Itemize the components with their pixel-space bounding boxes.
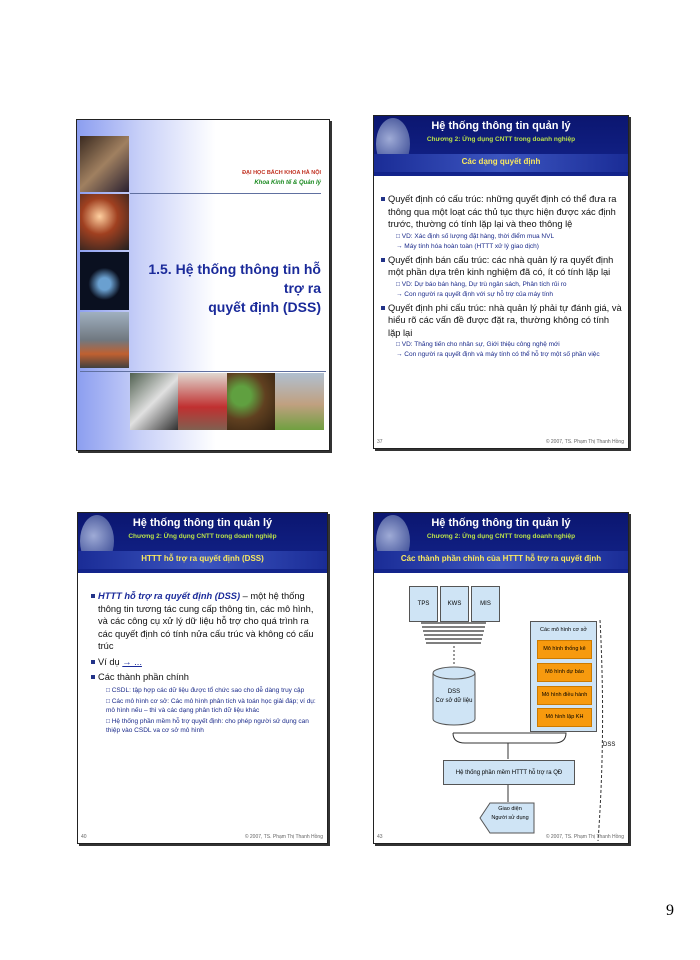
header-title: Hệ thống thông tin quản lý — [431, 517, 571, 529]
bullet: Quyết định phi cấu trúc: nhà quản lý phải tự đánh giá, và hiểu rõ các vấn đề được đặt ra, thường không có tính lặp lại — [388, 302, 624, 340]
example-link[interactable]: → ... — [122, 656, 142, 667]
slide-title — [76, 119, 330, 451]
bullet: Quyết định bán cấu trúc: các nhà quản lý ra quyết định một phần dựa trên kinh nghiệm đã có, ít có tính lặp lại — [388, 254, 624, 279]
term: HTTT hỗ trợ ra quyết định (DSS) — [98, 591, 241, 601]
photo-lab — [178, 373, 227, 430]
sub-bullet: → Con người ra quyết định và máy tính có thể hỗ trợ một số phần việc — [396, 351, 600, 358]
sub-bullet: □ VD: Dự báo bán hàng, Dự trù ngân sách, Phân tích rủi ro — [396, 280, 567, 288]
photo-business-meeting — [80, 136, 129, 192]
faculty-name: Khoa Kinh tế & Quản lý — [254, 180, 321, 186]
header-title: Hệ thống thông tin quản lý — [431, 120, 571, 132]
sub-bullet: □ Hệ thống phần mềm hỗ trợ quyết định: cho phép người sử dụng can thiệp vào CSDL va cơ sở mô hình — [106, 717, 309, 734]
slide-number: 43 — [377, 834, 383, 840]
source-tps: TPS — [409, 586, 438, 622]
slide-header — [374, 116, 628, 176]
models-panel — [530, 621, 597, 732]
title-line: quyết định (DSS) — [208, 299, 321, 315]
sub-bullet: □ VD: Thăng tiến cho nhân sự, Giới thiệu công nghệ mới — [396, 341, 560, 348]
label: Ví dụ — [98, 656, 123, 667]
dss-label: DSS — [603, 742, 616, 748]
slide-dss-definition — [77, 512, 328, 844]
slide-header — [78, 513, 327, 573]
database-label — [433, 688, 475, 706]
bullet — [98, 656, 323, 669]
model-item: Mô hình thống kê — [537, 640, 592, 659]
section-title: Các dạng quyết định — [461, 157, 541, 166]
slide-footer: © 2007, TS. Phạm Thị Thanh Hồng — [545, 439, 624, 445]
sub-bullet: → Con người ra quyết định với sự hỗ trợ của máy tính — [396, 290, 553, 298]
photo-welding — [80, 194, 129, 250]
bullet: Quyết định có cấu trúc: những quyết định có thể đưa ra thông qua một loạt các thủ tục thực hiện được xác định trước, thường có tính lặp lại và theo thông lệ — [388, 193, 624, 231]
sub-bullet: → Máy tính hóa hoàn toàn (HTTT xử lý giao dịch) — [396, 242, 539, 250]
divider — [80, 371, 326, 372]
ui-line: Giao diện — [498, 806, 522, 812]
title-line: 1.5. Hệ thống thông tin hỗ trợ ra — [148, 261, 321, 296]
page-number: 9 — [666, 902, 674, 919]
photo-picnic — [275, 373, 324, 430]
source-kws: KWS — [440, 586, 469, 622]
slide-number: 37 — [377, 439, 383, 445]
photo-phone — [130, 373, 178, 430]
header-title: Hệ thống thông tin quản lý — [132, 517, 273, 529]
user-interface-label — [486, 805, 534, 823]
model-item: Mô hình lập KH — [537, 708, 592, 727]
photo-operator — [227, 373, 275, 430]
db-line: DSS — [447, 689, 461, 695]
university-name: ĐẠI HỌC BÁCH KHOA HÀ NỘI — [242, 170, 321, 176]
photo-train — [80, 312, 129, 368]
photo-satellites — [80, 252, 129, 310]
header-chapter: Chương 2: Ứng dụng CNTT trong doanh nghiệp — [128, 533, 277, 540]
sub-bullet: □ VD: Xác định số lượng đặt hàng, thời điểm mua NVL — [396, 232, 555, 240]
definition: – một hệ thống thông tin tương tác cung cấp thông tin, các mô hình, và các công cụ xử lý dữ liệu hỗ trợ cho quá trình ra các quyết định có tính nửa cấu trúc và không có cấu trúc — [98, 591, 314, 651]
sub-bullet: □ Các mô hình cơ sở: Các mô hình phân tích và toán học giải đáp; ví dụ: mô hình nếu – thì và các dạng phân tích dữ liệu khác — [106, 697, 316, 714]
bullet: Các thành phần chính — [98, 671, 323, 684]
slide-body — [78, 587, 327, 735]
sub-bullet: □ CSDL: tập hợp các dữ liệu được tổ chức sao cho dễ dàng truy cập — [106, 686, 305, 694]
slide-number: 40 — [81, 834, 87, 840]
ui-line: Người sử dụng — [491, 815, 529, 821]
section-title: HTTT hỗ trợ ra quyết định (DSS) — [141, 554, 264, 563]
slide-dss-components — [373, 512, 629, 844]
section-title: Các thành phần chính của HTTT hỗ trợ ra quyết định — [400, 554, 602, 563]
divider — [130, 193, 321, 194]
slide-body — [374, 190, 628, 359]
source-mis: MIS — [471, 586, 500, 622]
models-title: Các mô hình cơ sở — [540, 627, 587, 633]
slide-footer: © 2007, TS. Phạm Thị Thanh Hồng — [545, 834, 624, 840]
header-chapter: Chương 2: Ứng dụng CNTT trong doanh nghiệp — [426, 533, 576, 540]
slide-title-text — [133, 260, 321, 317]
header-chapter: Chương 2: Ứng dụng CNTT trong doanh nghiệp — [426, 136, 576, 143]
model-item: Mô hình điều hành — [537, 686, 592, 705]
db-line: Cơ sở dữ liệu — [435, 698, 473, 704]
slide-decision-types — [373, 115, 629, 449]
bullet — [98, 590, 323, 653]
slide-footer: © 2007, TS. Phạm Thị Thanh Hồng — [244, 834, 323, 840]
model-item: Mô hình dự báo — [537, 663, 592, 682]
software-box: Hệ thống phần mềm HTTT hỗ trợ ra QĐ — [443, 760, 575, 785]
